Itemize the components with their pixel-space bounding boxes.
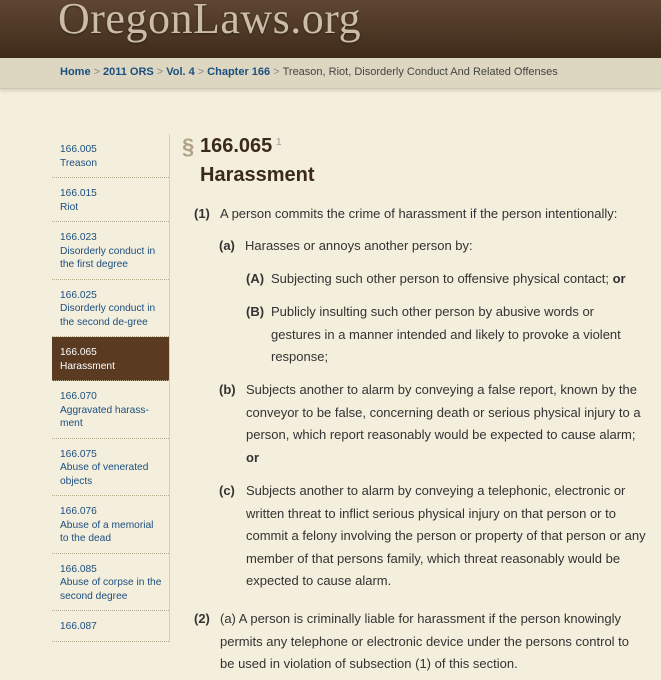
nav-item-number: 166.085 — [60, 563, 97, 575]
nav-item-166-015[interactable] — [52, 178, 169, 222]
breadcrumb-chapter[interactable]: Chapter 166 — [207, 66, 271, 78]
nav-item-166-076[interactable] — [52, 496, 169, 554]
text-line: Subjects another to alarm by conveying a telephonic, electronic or — [246, 483, 626, 498]
paragraph-text: Harasses or annoys another person by: — [245, 238, 473, 253]
breadcrumb-current: Treason, Riot, Disorderly Conduct And Related Offenses — [282, 66, 558, 78]
nav-item-166-070[interactable] — [52, 381, 169, 439]
nav-item-title: Abuse of corpse in the second degree — [60, 577, 162, 602]
conjunction-or: or — [246, 449, 259, 465]
subparagraph-label: (B) — [246, 304, 265, 319]
text-line: be used in violation of subsection (1) of this section. — [220, 656, 518, 671]
footnote-link[interactable]: 1 — [276, 137, 282, 148]
text-line: member of that persons family, which threat reasonably would be — [246, 550, 621, 566]
breadcrumb-separator: > — [197, 66, 205, 78]
breadcrumb-bar — [0, 58, 661, 89]
nav-item-title: Abuse of venerated objects — [60, 462, 149, 487]
nav-item-title: Aggravated harass-ment — [60, 404, 149, 429]
breadcrumb-ors[interactable]: 2011 ORS — [103, 66, 154, 78]
paragraph-a — [219, 235, 649, 258]
breadcrumb-volume[interactable]: Vol. 4 — [166, 66, 195, 78]
nav-item-number: 166.065 — [60, 347, 97, 358]
text-line: expected to cause alarm. — [246, 573, 392, 588]
text-line: written threat to inflict serious physical injury on that person or to — [246, 505, 616, 521]
nav-item-166-023[interactable] — [52, 222, 169, 280]
nav-item-title: Disorderly conduct in the second de-gree — [60, 303, 156, 328]
text-line: (a) A person is criminally liable for harassment if the person knowingly — [220, 611, 622, 626]
conjunction-or: or — [612, 271, 626, 286]
section-content — [182, 134, 652, 671]
nav-item-166-075[interactable] — [52, 439, 169, 497]
breadcrumb — [60, 66, 558, 78]
nav-item-number: 166.087 — [60, 621, 97, 632]
breadcrumb-home[interactable]: Home — [60, 66, 91, 78]
paragraph-c — [219, 480, 649, 593]
paragraph-label: (a) — [219, 238, 235, 253]
nav-item-title: Treason — [60, 157, 97, 169]
nav-item-number: 166.070 — [60, 391, 97, 402]
nav-item-number: 166.015 — [60, 188, 97, 199]
subsection-text: A person commits the crime of harassment if the person intentionally: — [220, 206, 618, 221]
nav-item-166-085[interactable] — [52, 554, 169, 612]
subparagraph-label: (A) — [246, 271, 265, 286]
nav-item-166-065-active[interactable] — [52, 337, 169, 381]
subsection-label: (2) — [194, 611, 210, 626]
text-line: gestures in a manner intended and likely to provoke a violent — [271, 326, 621, 342]
subparagraph-text: Subjecting such other person to offensive physical contact; — [271, 271, 609, 286]
nav-item-166-005[interactable] — [52, 134, 169, 178]
subparagraph-B — [246, 301, 646, 369]
text-line: response; — [271, 349, 329, 364]
text-line: permits any telephone or electronic device under the persons control to — [220, 633, 630, 649]
breadcrumb-separator: > — [273, 66, 280, 78]
section-heading — [182, 134, 652, 160]
text-line: commit a felony involving the person or property of that person or any — [246, 528, 646, 543]
site-title[interactable]: OregonLaws.org — [58, 0, 362, 43]
nav-item-number: 166.025 — [60, 289, 97, 301]
subsection-1 — [194, 203, 654, 226]
subsection-label: (1) — [194, 206, 210, 221]
nav-item-number: 166.076 — [60, 506, 97, 517]
text-line: Subjects another to alarm by conveying a false report, known by the — [246, 382, 637, 397]
section-sign-icon: § — [182, 134, 195, 159]
nav-item-title: Harassment — [60, 360, 115, 372]
subsection-2 — [194, 608, 654, 676]
section-title: Harassment — [200, 164, 315, 186]
nav-item-title: Riot — [60, 201, 79, 213]
paragraph-label: (b) — [219, 382, 236, 397]
text-line: person, which report reasonably would be expected to cause alarm; — [246, 427, 636, 442]
subparagraph-A — [246, 268, 646, 291]
section-nav — [52, 134, 170, 642]
breadcrumb-separator: > — [93, 66, 100, 78]
breadcrumb-separator: > — [156, 66, 164, 78]
nav-item-number: 166.005 — [60, 144, 97, 155]
nav-item-166-025[interactable] — [52, 280, 169, 338]
nav-item-title: Abuse of a memorial to the dead — [60, 519, 154, 544]
nav-item-166-087[interactable] — [52, 611, 169, 642]
paragraph-b — [219, 379, 649, 469]
text-line: conveyor to be false, concerning death or serious physical injury to a — [246, 404, 641, 420]
nav-item-number: 166.075 — [60, 448, 97, 460]
text-line: Publicly insulting such other person by abusive words or — [271, 304, 595, 319]
section-number: 166.065 — [200, 135, 273, 157]
nav-item-title: Disorderly conduct in the first degree — [60, 245, 156, 270]
site-header — [0, 0, 661, 58]
paragraph-label: (c) — [219, 483, 235, 498]
nav-item-number: 166.023 — [60, 232, 97, 243]
